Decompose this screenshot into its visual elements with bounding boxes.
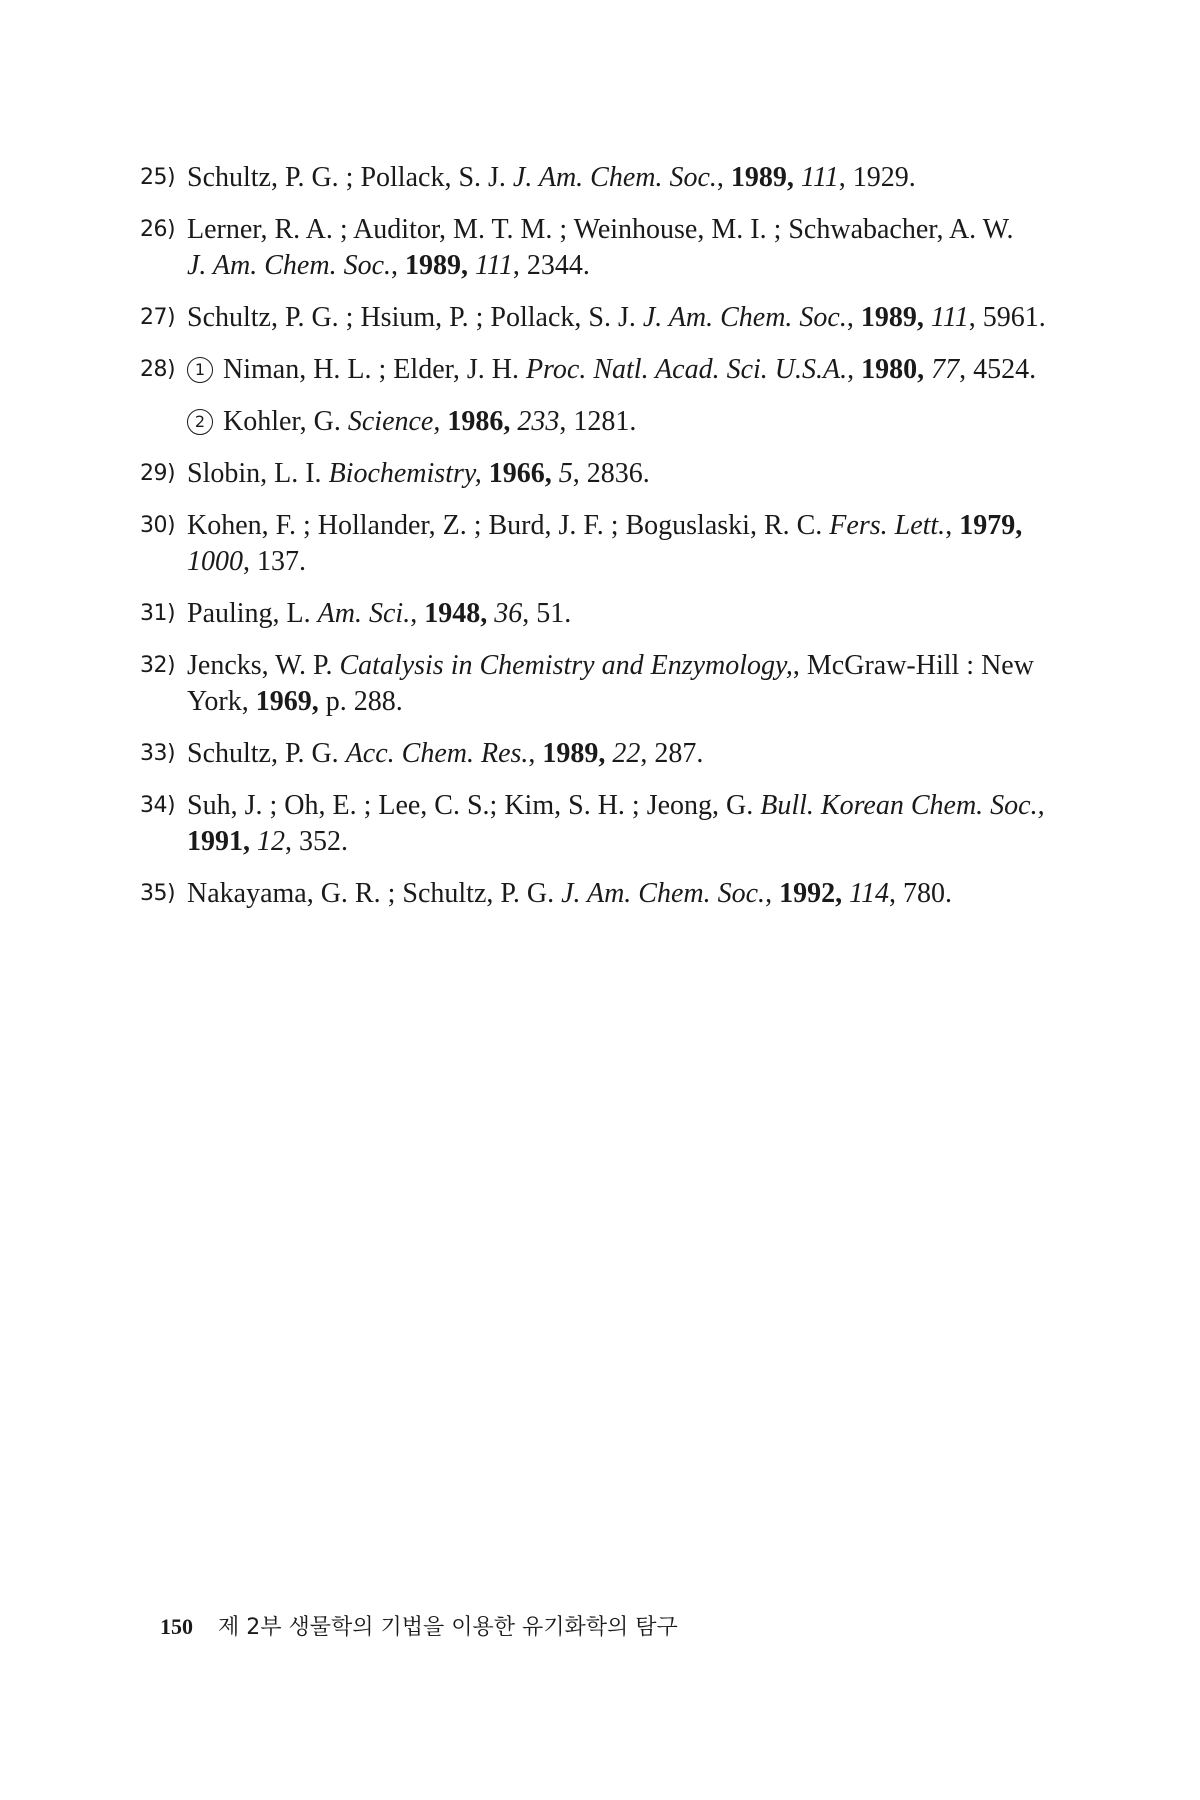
reference-number: 34) xyxy=(140,793,176,818)
reference-number: 31) xyxy=(140,601,176,626)
reference-italic-text: 111 xyxy=(800,162,839,193)
reference-italic-text: 5 xyxy=(558,458,573,489)
reference-text: Suh, J. ; Oh, E. ; Lee, C. S.; Kim, S. H. ; Jeong, G. xyxy=(187,790,761,821)
reference-text: Slobin, L. I. xyxy=(187,458,329,489)
reference-text xyxy=(842,878,849,909)
reference-item xyxy=(140,736,1060,772)
reference-item xyxy=(140,352,1060,440)
reference-line xyxy=(187,876,1060,912)
reference-text: , 1281. xyxy=(559,406,637,437)
reference-text: , 352. xyxy=(285,826,348,857)
reference-line xyxy=(187,160,1060,196)
reference-line xyxy=(187,508,1060,544)
circled-number: 2 xyxy=(187,409,213,435)
reference-italic-text: 12 xyxy=(257,826,285,857)
reference-line xyxy=(187,648,1060,684)
reference-text: , 51. xyxy=(522,598,572,629)
reference-line xyxy=(187,300,1060,336)
reference-year: 1979, xyxy=(959,510,1023,541)
reference-item xyxy=(140,508,1060,580)
reference-year: 1980, xyxy=(861,354,925,385)
reference-number: 29) xyxy=(140,461,176,486)
reference-text: Kohler, G. xyxy=(223,406,348,437)
reference-text: Niman, H. L. ; Elder, J. H. xyxy=(223,354,526,385)
reference-list xyxy=(140,160,1060,928)
reference-text: Schultz, P. G. ; Hsium, P. ; Pollack, S. J. xyxy=(187,302,643,333)
reference-text: Schultz, P. G. xyxy=(187,738,346,769)
reference-text: , xyxy=(846,302,861,333)
reference-text xyxy=(468,250,475,281)
reference-line xyxy=(187,736,1060,772)
reference-text: , McGraw-Hill : New xyxy=(792,650,1034,681)
reference-text: Nakayama, G. R. ; Schultz, P. G. xyxy=(187,878,562,909)
reference-text: , 1929. xyxy=(838,162,916,193)
reference-year: 1969, xyxy=(255,686,319,717)
reference-text: Pauling, L. xyxy=(187,598,318,629)
reference-item xyxy=(140,300,1060,336)
reference-line xyxy=(187,352,1060,388)
reference-number: 35) xyxy=(140,881,176,906)
reference-line xyxy=(187,544,1060,580)
reference-italic-text: Science, xyxy=(347,406,441,437)
reference-text: , 2836. xyxy=(572,458,650,489)
reference-text: , xyxy=(847,354,862,385)
reference-text: Jencks, W. P. xyxy=(187,650,340,681)
reference-italic-text: 1000 xyxy=(187,546,243,577)
reference-italic-text: Am. Sci. xyxy=(317,598,411,629)
reference-year: 1989, xyxy=(860,302,924,333)
reference-text: , 4524. xyxy=(959,354,1037,385)
running-footer-text: 제 2부 생물학의 기법을 이용한 유기화학의 탐구 xyxy=(218,1615,678,1640)
reference-line xyxy=(187,404,1060,440)
reference-italic-text: Catalysis in Chemistry and Enzymology, xyxy=(339,650,793,681)
reference-line xyxy=(187,596,1060,632)
reference-italic-text: Proc. Natl. Acad. Sci. U.S.A. xyxy=(525,354,848,385)
reference-text: , xyxy=(410,598,425,629)
reference-italic-text: 114 xyxy=(849,878,889,909)
reference-italic-text: J. Am. Chem. Soc. xyxy=(561,878,766,909)
reference-number: 27) xyxy=(140,305,176,330)
reference-italic-text: 22 xyxy=(612,738,641,769)
reference-line xyxy=(187,212,1060,248)
reference-italic-text: 233 xyxy=(517,406,560,437)
reference-text xyxy=(552,458,559,489)
reference-text: Schultz, P. G. ; Pollack, S. J. xyxy=(187,162,513,193)
reference-text xyxy=(794,162,801,193)
reference-italic-text: Fers. Lett. xyxy=(829,510,946,541)
reference-text: , 2344. xyxy=(512,250,590,281)
reference-text: , xyxy=(765,878,780,909)
page-footer xyxy=(160,1610,678,1641)
reference-text: , 5961. xyxy=(968,302,1046,333)
reference-number: 25) xyxy=(140,165,176,190)
reference-italic-text: 111 xyxy=(930,302,969,333)
reference-italic-text: 36 xyxy=(494,598,523,629)
reference-year: 1966, xyxy=(488,458,552,489)
reference-line xyxy=(187,456,1060,492)
reference-year: 1992, xyxy=(779,878,843,909)
reference-italic-text: J. Am. Chem. Soc. xyxy=(642,302,847,333)
reference-item xyxy=(140,788,1060,860)
reference-year: 1989, xyxy=(405,250,468,281)
reference-text xyxy=(924,302,931,333)
reference-text: , xyxy=(716,162,731,193)
reference-item xyxy=(140,596,1060,632)
reference-text: Lerner, R. A. ; Auditor, M. T. M. ; Weinhouse, M. I. ; Schwabacher, A. W. xyxy=(187,214,1014,245)
reference-number: 32) xyxy=(140,653,176,678)
reference-item xyxy=(140,160,1060,196)
reference-italic-text: 77 xyxy=(931,354,960,385)
reference-line xyxy=(187,788,1060,824)
reference-number: 33) xyxy=(140,741,176,766)
reference-text xyxy=(250,826,257,857)
reference-number: 26) xyxy=(140,217,176,242)
reference-line xyxy=(187,684,1060,720)
reference-year: 1991, xyxy=(187,826,250,857)
reference-year: 1989, xyxy=(542,738,606,769)
reference-text: , xyxy=(528,738,543,769)
reference-italic-text: J. Am. Chem. Soc. xyxy=(512,162,717,193)
reference-italic-text: Acc. Chem. Res. xyxy=(345,738,529,769)
reference-number: 28) xyxy=(140,357,176,382)
page-number: 150 xyxy=(160,1614,193,1639)
reference-italic-text: J. Am. Chem. Soc. xyxy=(187,250,391,281)
reference-text: York, xyxy=(187,686,256,717)
reference-text: Kohen, F. ; Hollander, Z. ; Burd, J. F. ; Boguslaski, R. C. xyxy=(187,510,830,541)
reference-text: , 287. xyxy=(640,738,704,769)
reference-line xyxy=(187,824,1060,860)
reference-text: , 780. xyxy=(888,878,952,909)
reference-text: , 137. xyxy=(243,546,306,577)
reference-text: , xyxy=(391,250,405,281)
reference-item xyxy=(140,876,1060,912)
reference-text: , xyxy=(945,510,960,541)
reference-italic-text: Bull. Korean Chem. Soc., xyxy=(760,790,1045,821)
reference-number: 30) xyxy=(140,513,176,538)
reference-item xyxy=(140,456,1060,492)
reference-year: 1986, xyxy=(447,406,511,437)
circled-number: 1 xyxy=(187,357,213,383)
reference-year: 1948, xyxy=(424,598,488,629)
reference-text xyxy=(482,458,489,489)
reference-line xyxy=(187,248,1060,284)
reference-italic-text: 111 xyxy=(475,250,513,281)
reference-item xyxy=(140,212,1060,284)
reference-text: p. 288. xyxy=(318,686,403,717)
reference-italic-text: Biochemistry, xyxy=(328,458,482,489)
reference-item xyxy=(140,648,1060,720)
reference-year: 1989, xyxy=(730,162,794,193)
